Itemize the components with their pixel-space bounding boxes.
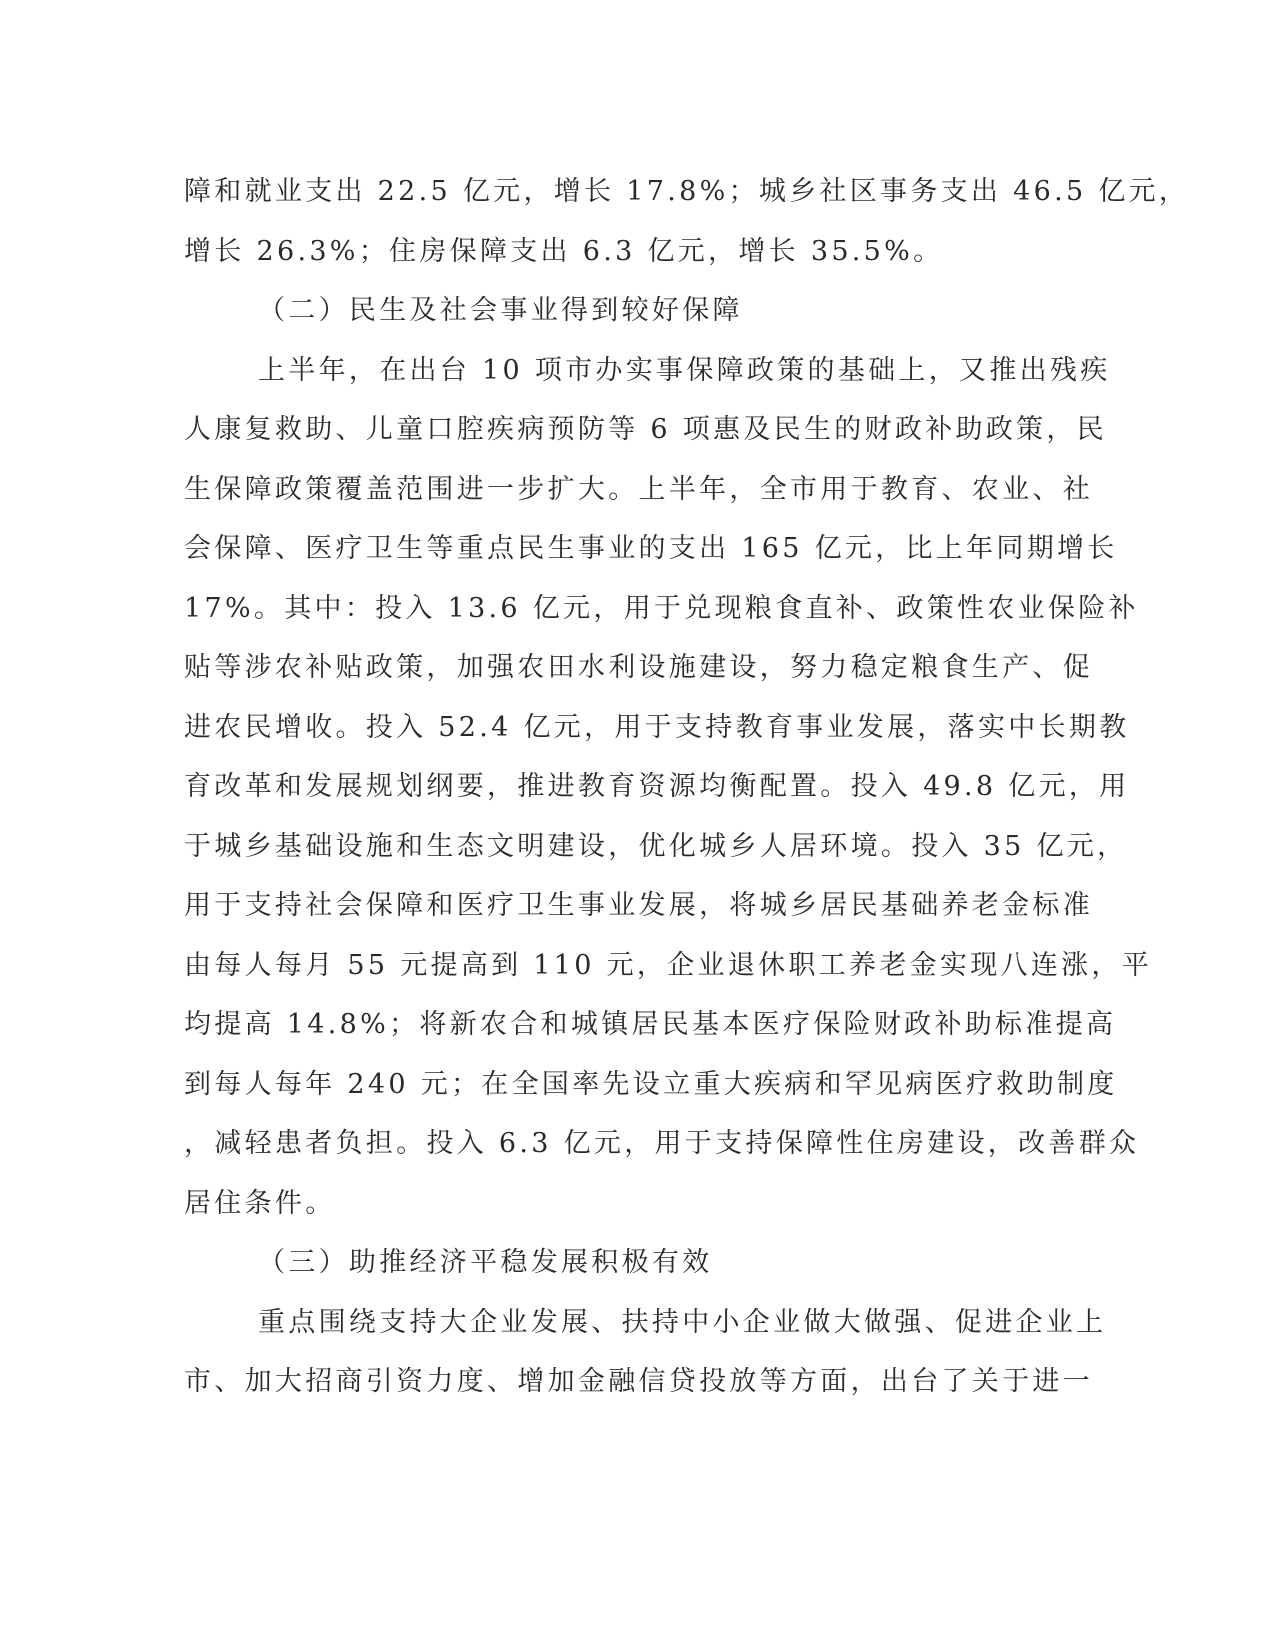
text-line: 由每人每月 55 元提高到 110 元，企业退休职工养老金实现八连涨，平 xyxy=(184,949,1153,981)
text-line: 贴等涉农补贴政策，加强农田水利设施建设，努力稳定粮食生产、促 xyxy=(184,652,1093,683)
paragraph-start-line: 上半年，在出台 10 项市办实事保障政策的基础上，又推出残疾 xyxy=(258,354,1111,386)
text-line: 生保障政策覆盖范围进一步扩大。上半年，全市用于教育、农业、社 xyxy=(184,473,1093,505)
text-line: 居住条件。 xyxy=(184,1187,336,1219)
text-line: 于城乡基础设施和生态文明建设，优化城乡人居环境。投入 35 亿元， xyxy=(184,830,1128,862)
section-heading: （二）民生及社会事业得到较好保障 xyxy=(258,295,743,326)
text-line: 均提高 14.8%；将新农合和城镇居民基本医疗保险财政补助标准提高 xyxy=(184,1009,1117,1040)
text-line: 增长 26.3%；住房保障支出 6.3 亿元，增长 35.5%。 xyxy=(184,235,944,267)
text-line: 到每人每年 240 元；在全国率先设立重大疾病和罕见病医疗救助制度 xyxy=(184,1068,1118,1100)
text-line: 17%。其中：投入 13.6 亿元，用于兑现粮食直补、政策性农业保险补 xyxy=(184,592,1139,624)
text-line: 会保障、医疗卫生等重点民生事业的支出 165 亿元，比上年同期增长 xyxy=(184,533,1118,564)
text-line: 市、加大招商引资力度、增加金融信贷投放等方面，出台了关于进一 xyxy=(184,1366,1093,1397)
document-body xyxy=(184,162,1190,1412)
text-line: 用于支持社会保障和医疗卫生事业发展，将城乡居民基础养老金标准 xyxy=(184,890,1093,921)
text-line: 人康复救助、儿童口腔疾病预防等 6 项惠及民生的财政补助政策，民 xyxy=(184,414,1107,445)
text-line: ，减轻患者负担。投入 6.3 亿元，用于支持保障性住房建设，改善群众 xyxy=(184,1128,1140,1159)
section-heading: （三）助推经济平稳发展积极有效 xyxy=(258,1247,713,1278)
paragraph-start-line: 重点围绕支持大企业发展、扶持中小企业做大做强、促进企业上 xyxy=(258,1306,1107,1338)
text-line: 进农民增收。投入 52.4 亿元，用于支持教育事业发展，落实中长期教 xyxy=(184,711,1130,743)
text-line: 育改革和发展规划纲要，推进教育资源均衡配置。投入 49.8 亿元，用 xyxy=(184,771,1130,802)
text-line: 障和就业支出 22.5 亿元，增长 17.8%；城乡社区事务支出 46.5 亿元， xyxy=(184,176,1190,207)
